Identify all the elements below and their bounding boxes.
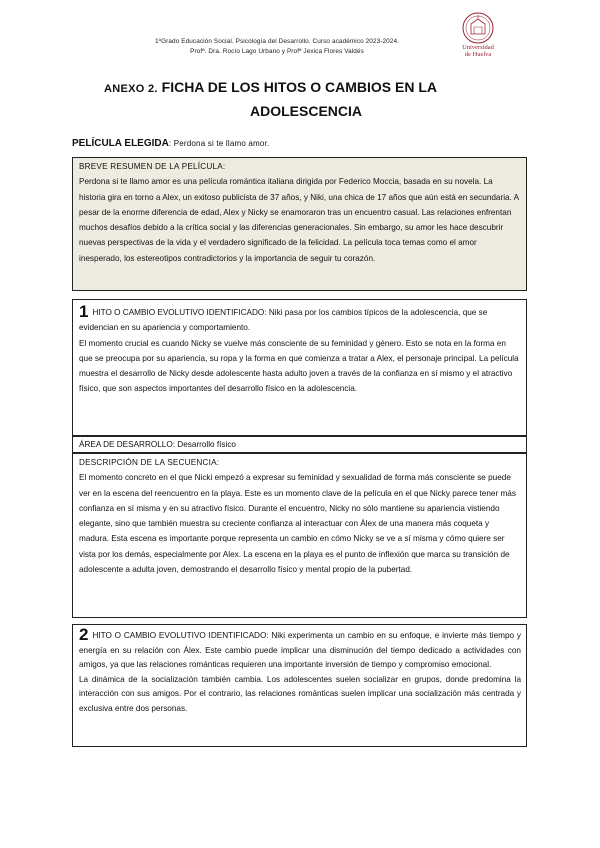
- milestone-1-text2: El momento crucial es cuando Nicky se vuelve más consciente de su feminidad y género. Esto se nota en la forma en que se preocupa por su apariencia, su ropa y la forma en que comienza a tratar a Alex, el personaje principal. La película muestra el desarrollo de Nicky desde adolescente hasta adulto joven a través de la confianza en sí mismo y el atractivo físico, que son aspectos importantes del desarrollo físico en la adolescencia.: [79, 338, 519, 394]
- summary-box: [72, 157, 527, 291]
- page-title: [104, 76, 464, 122]
- sequence-description-text: El momento concreto en el que Nicki empezó a expresar su feminidad y sexualidad de forma más consciente se puede ver en la escena del reencuentro en la playa. Este es un momento clave de la película en el que Nicky parece tener más confianza en sí misma y en su atractivo físico. Durante el encuentro, Nicky no sólo mantiene su apariencia vistiendo elegante, sino que también muestra su creciente confianza al interactuar con Álex de una manera más coqueta y madura. Esta escena es importante porque representa un cambio en cómo Nicky se ve a sí misma y cómo quiere ser vista por los demás, especialmente por Alex. La escena en la playa es el punto de inflexión que marca su transición de adolescente a adulta joven, demostrando el desarrollo físico y mental propio de la pubertad.: [79, 473, 516, 575]
- milestone-1-box: [72, 299, 527, 436]
- sequence-description-label: DESCRIPCIÓN DE LA SECUENCIA:: [79, 458, 220, 467]
- university-name: Universidad de Huelva: [462, 44, 494, 58]
- development-area-box: [72, 436, 527, 453]
- title-line1: FICHA DE LOS HITOS O CAMBIOS EN LA: [157, 79, 437, 95]
- course-header-line1: 1ºGrado Educación Social. Psicología del Desarrollo. Curso académico 2023-2024.: [155, 38, 399, 45]
- chosen-film: [72, 138, 269, 149]
- film-value: : Perdona si te llamo amor.: [168, 139, 270, 148]
- annex-label: ANEXO 2.: [104, 83, 158, 95]
- development-area-label: ÁREA DE DESARROLLO: [79, 440, 173, 449]
- sequence-description-box: [72, 453, 527, 618]
- course-header: [112, 37, 442, 57]
- milestone-2-text2: La dinámica de la socialización también cambia. Los adolescentes suelen socializar en grupos, donde predomina la interacción con sus amigos. Por el contrario, las relaciones románticas suelen implicar una socialización más centrada y exclusiva entre dos personas.: [79, 674, 521, 713]
- course-header-line2: Profª. Dra. Rocío Lago Urbano y Profª Jexica Flores Valdés: [190, 48, 364, 55]
- film-label: PELÍCULA ELEGIDA: [72, 138, 169, 149]
- milestone-2-text: Niki experimenta un cambio en su enfoque, e invierte más tiempo y energía en su relación con Álex. Este cambio puede implicar una disminución del tiempo dedicado a actividades con amigos, ya que las relaciones románticas requieren una importante inversión de tiempo y compromiso emocional.: [79, 631, 521, 670]
- summary-label: BREVE RESUMEN DE LA PELÍCULA:: [79, 162, 226, 171]
- milestone-2-number: 2: [79, 625, 89, 644]
- milestone-1-label: HITO O CAMBIO EVOLUTIVO IDENTIFICADO: [92, 308, 265, 317]
- milestone-1-text: : Niki pasa por los cambios típicos de la adolescencia, que se evidencian en su apariencia y comportamiento.: [79, 308, 488, 333]
- title-line2: ADOLESCENCIA: [250, 103, 363, 119]
- milestone-1-number: 1: [79, 302, 89, 321]
- milestone-2-label: HITO O CAMBIO EVOLUTIVO IDENTIFICADO:: [92, 631, 269, 640]
- development-area-value: : Desarrollo físico: [172, 440, 236, 449]
- milestone-2-box: [72, 624, 527, 747]
- summary-text: Perdona si te llamo amor es una película romántica italiana dirigida por Federico Moccia, basada en su novela. La historia gira en torno a Alex, un exitoso publicista de 37 años, y Niki, una chica de 17 años que aún está en secundaria. A pesar de la enorme diferencia de edad, Alex y Nicky se enamoraron tras un encuentro casual. Las relaciones enfrentan muchos desafíos debido a la crítica social y las diferencias generacionales. Sin embargo, su amor les hace descubrir nuevas perspectivas de la vida y el verdadero significado de la felicidad. La película toca temas como el amor inesperado, los estereotipos contradictorios y la importancia de seguir tu corazón.: [79, 177, 519, 263]
